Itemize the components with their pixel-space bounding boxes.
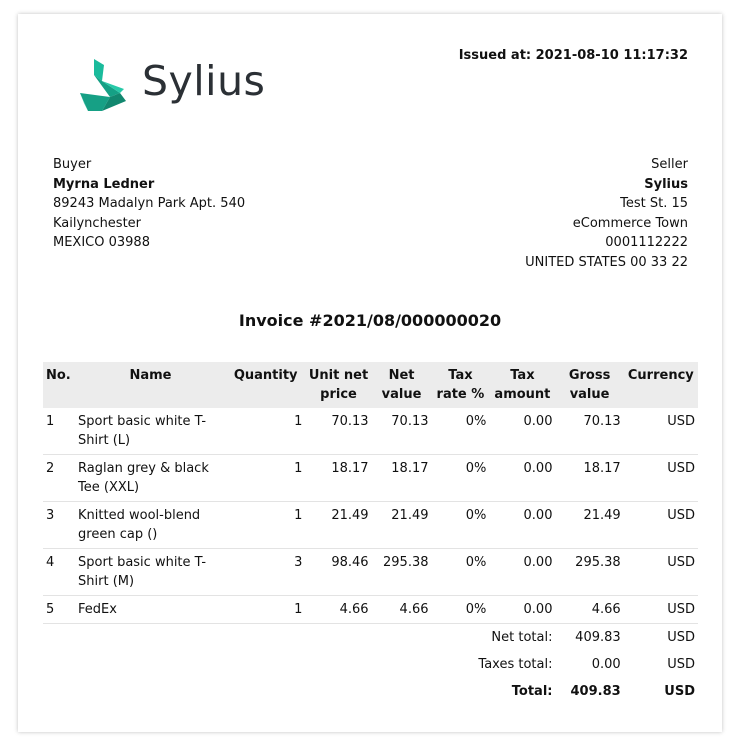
- cell-tax-amount: 0.00: [489, 502, 555, 549]
- cell-name: Sport basic white T-Shirt (L): [75, 408, 226, 455]
- cell-unit-net-price: 18.17: [305, 455, 371, 502]
- table-row: [43, 408, 698, 455]
- cell-no: 4: [43, 549, 75, 596]
- taxes-total-currency: USD: [667, 657, 695, 672]
- cell-tax-rate: 0%: [432, 549, 490, 596]
- header-unit-net-price: Unit net price: [305, 362, 371, 408]
- cell-currency: USD: [624, 455, 698, 502]
- taxes-total-value: 0.00: [591, 657, 621, 672]
- seller-label: Seller: [651, 157, 688, 172]
- cell-unit-net-price: 4.66: [305, 596, 371, 624]
- header-currency: Currency: [624, 362, 698, 408]
- buyer-label: Buyer: [53, 157, 92, 172]
- net-total-currency: USD: [667, 630, 695, 645]
- buyer-city: Kailynchester: [53, 215, 142, 231]
- cell-net-value: 70.13: [372, 408, 432, 455]
- cell-no: 2: [43, 455, 75, 502]
- header-name: Name: [75, 362, 226, 408]
- cell-tax-amount: 0.00: [489, 408, 555, 455]
- cell-quantity: 1: [226, 455, 306, 502]
- cell-tax-rate: 0%: [432, 408, 490, 455]
- swan-icon: [80, 57, 128, 113]
- seller-country: UNITED STATES 00 33 22: [525, 254, 688, 270]
- seller-name: Sylius: [644, 176, 688, 192]
- table-header-row: [43, 362, 698, 408]
- cell-unit-net-price: 70.13: [305, 408, 371, 455]
- cell-net-value: 21.49: [372, 502, 432, 549]
- cell-net-value: 4.66: [372, 596, 432, 624]
- cell-name: FedEx: [75, 596, 226, 624]
- cell-tax-amount: 0.00: [489, 549, 555, 596]
- issued-at: [459, 48, 688, 63]
- cell-tax-rate: 0%: [432, 455, 490, 502]
- seller-city: eCommerce Town: [572, 215, 688, 231]
- cell-quantity: 3: [226, 549, 306, 596]
- seller-block: [525, 155, 688, 272]
- header-gross-value: Gross value: [555, 362, 623, 408]
- cell-unit-net-price: 21.49: [305, 502, 371, 549]
- issued-label: Issued at:: [458, 48, 532, 63]
- cell-name: Sport basic white T-Shirt (M): [75, 549, 226, 596]
- cell-gross-value: 21.49: [555, 502, 623, 549]
- cell-gross-value: 18.17: [555, 455, 623, 502]
- cell-net-value: 18.17: [372, 455, 432, 502]
- table-row: [43, 596, 698, 624]
- grand-total-value: 409.83: [570, 684, 621, 699]
- cell-quantity: 1: [226, 502, 306, 549]
- header-quantity: Quantity: [226, 362, 306, 408]
- table-row: [43, 549, 698, 596]
- taxes-total-label: Taxes total:: [478, 657, 553, 672]
- net-total-value: 409.83: [575, 630, 621, 645]
- buyer-block: [53, 155, 245, 253]
- invoice-page: [18, 14, 722, 732]
- invoice-title: Invoice #2021/08/000000020: [238, 311, 502, 330]
- table-row: [43, 502, 698, 549]
- header-no: No.: [43, 362, 75, 408]
- grand-total-currency: USD: [664, 684, 695, 699]
- cell-net-value: 295.38: [372, 549, 432, 596]
- cell-no: 5: [43, 596, 75, 624]
- cell-tax-rate: 0%: [432, 502, 490, 549]
- cell-name: Knitted wool-blend green cap (): [75, 502, 226, 549]
- invoice-items-table: [43, 362, 698, 705]
- cell-gross-value: 4.66: [555, 596, 623, 624]
- brand-name: Sylius: [142, 57, 266, 105]
- cell-no: 1: [43, 408, 75, 455]
- grand-total-row: [43, 678, 698, 705]
- cell-tax-amount: 0.00: [489, 455, 555, 502]
- cell-currency: USD: [624, 502, 698, 549]
- taxes-total-row: [43, 651, 698, 678]
- cell-name: Raglan grey & black Tee (XXL): [75, 455, 226, 502]
- table-row: [43, 455, 698, 502]
- net-total-label: Net total:: [491, 630, 553, 645]
- header-net-value: Net value: [372, 362, 432, 408]
- cell-currency: USD: [624, 596, 698, 624]
- header-tax-amount: Tax amount: [489, 362, 555, 408]
- cell-currency: USD: [624, 549, 698, 596]
- cell-currency: USD: [624, 408, 698, 455]
- net-total-row: [43, 624, 698, 652]
- cell-gross-value: 295.38: [555, 549, 623, 596]
- seller-street: Test St. 15: [620, 196, 688, 211]
- sylius-logo: [80, 57, 270, 115]
- buyer-country: MEXICO 03988: [53, 235, 150, 250]
- buyer-street: 89243 Madalyn Park Apt. 540: [53, 196, 246, 211]
- cell-quantity: 1: [226, 408, 306, 455]
- cell-no: 3: [43, 502, 75, 549]
- cell-unit-net-price: 98.46: [305, 549, 371, 596]
- cell-tax-amount: 0.00: [489, 596, 555, 624]
- grand-total-label: Total:: [511, 684, 553, 699]
- issued-value: 2021-08-10 11:17:32: [535, 48, 688, 63]
- cell-gross-value: 70.13: [555, 408, 623, 455]
- cell-tax-rate: 0%: [432, 596, 490, 624]
- buyer-name: Myrna Ledner: [53, 176, 155, 192]
- seller-tax-id: 0001112222: [605, 235, 688, 250]
- header-tax-rate: Tax rate %: [432, 362, 490, 408]
- cell-quantity: 1: [226, 596, 306, 624]
